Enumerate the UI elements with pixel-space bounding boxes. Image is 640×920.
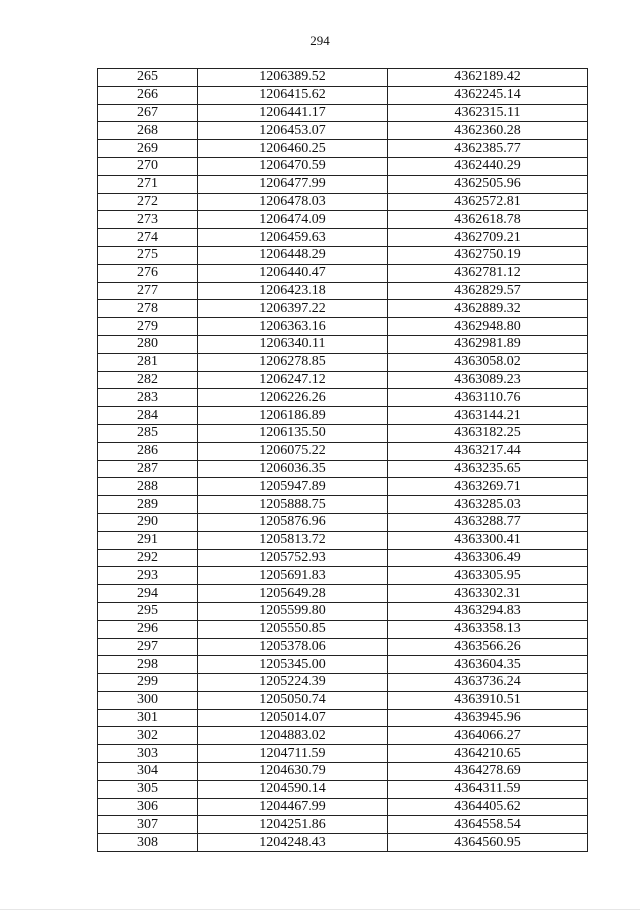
point-number-cell: 266 <box>98 86 198 104</box>
x-coordinate-cell: 1205888.75 <box>198 496 388 514</box>
point-number-cell: 287 <box>98 460 198 478</box>
table-row <box>98 211 588 229</box>
y-coordinate-cell: 4363285.03 <box>388 496 588 514</box>
y-coordinate-cell: 4362981.89 <box>388 335 588 353</box>
point-number-cell: 284 <box>98 407 198 425</box>
y-coordinate-cell: 4362829.57 <box>388 282 588 300</box>
x-coordinate-cell: 1205752.93 <box>198 549 388 567</box>
y-coordinate-cell: 4363566.26 <box>388 638 588 656</box>
table-row <box>98 567 588 585</box>
table-row <box>98 709 588 727</box>
x-coordinate-cell: 1206363.16 <box>198 318 388 336</box>
y-coordinate-cell: 4363110.76 <box>388 389 588 407</box>
x-coordinate-cell: 1205014.07 <box>198 709 388 727</box>
table-row <box>98 727 588 745</box>
x-coordinate-cell: 1205224.39 <box>198 674 388 692</box>
point-number-cell: 280 <box>98 335 198 353</box>
y-coordinate-cell: 4363736.24 <box>388 674 588 692</box>
point-number-cell: 303 <box>98 745 198 763</box>
x-coordinate-cell: 1205378.06 <box>198 638 388 656</box>
point-number-cell: 277 <box>98 282 198 300</box>
point-number-cell: 288 <box>98 478 198 496</box>
table-row <box>98 318 588 336</box>
x-coordinate-cell: 1206440.47 <box>198 264 388 282</box>
table-row <box>98 86 588 104</box>
y-coordinate-cell: 4363288.77 <box>388 513 588 531</box>
x-coordinate-cell: 1206478.03 <box>198 193 388 211</box>
x-coordinate-cell: 1204251.86 <box>198 816 388 834</box>
point-number-cell: 281 <box>98 353 198 371</box>
point-number-cell: 270 <box>98 157 198 175</box>
point-number-cell: 295 <box>98 602 198 620</box>
point-number-cell: 283 <box>98 389 198 407</box>
x-coordinate-cell: 1206470.59 <box>198 157 388 175</box>
point-number-cell: 269 <box>98 140 198 158</box>
y-coordinate-cell: 4362440.29 <box>388 157 588 175</box>
y-coordinate-cell: 4364210.65 <box>388 745 588 763</box>
x-coordinate-cell: 1204630.79 <box>198 763 388 781</box>
y-coordinate-cell: 4363302.31 <box>388 585 588 603</box>
table-row <box>98 104 588 122</box>
x-coordinate-cell: 1206186.89 <box>198 407 388 425</box>
point-number-cell: 302 <box>98 727 198 745</box>
table-row <box>98 193 588 211</box>
y-coordinate-cell: 4364560.95 <box>388 834 588 852</box>
point-number-cell: 272 <box>98 193 198 211</box>
table-row <box>98 620 588 638</box>
table-row <box>98 389 588 407</box>
point-number-cell: 271 <box>98 175 198 193</box>
y-coordinate-cell: 4363300.41 <box>388 531 588 549</box>
y-coordinate-cell: 4362750.19 <box>388 246 588 264</box>
point-number-cell: 274 <box>98 229 198 247</box>
x-coordinate-cell: 1206477.99 <box>198 175 388 193</box>
x-coordinate-cell: 1206415.62 <box>198 86 388 104</box>
y-coordinate-cell: 4363089.23 <box>388 371 588 389</box>
table-row <box>98 282 588 300</box>
point-number-cell: 306 <box>98 798 198 816</box>
point-number-cell: 304 <box>98 763 198 781</box>
point-number-cell: 286 <box>98 442 198 460</box>
x-coordinate-cell: 1205876.96 <box>198 513 388 531</box>
table-row <box>98 157 588 175</box>
point-number-cell: 290 <box>98 513 198 531</box>
y-coordinate-cell: 4364405.62 <box>388 798 588 816</box>
y-coordinate-cell: 4364558.54 <box>388 816 588 834</box>
x-coordinate-cell: 1206389.52 <box>198 69 388 87</box>
table-row <box>98 798 588 816</box>
point-number-cell: 301 <box>98 709 198 727</box>
table-row <box>98 531 588 549</box>
x-coordinate-cell: 1206453.07 <box>198 122 388 140</box>
y-coordinate-cell: 4363604.35 <box>388 656 588 674</box>
x-coordinate-cell: 1206226.26 <box>198 389 388 407</box>
y-coordinate-cell: 4363058.02 <box>388 353 588 371</box>
table-row <box>98 175 588 193</box>
table-row <box>98 460 588 478</box>
table-row <box>98 442 588 460</box>
x-coordinate-cell: 1205649.28 <box>198 585 388 603</box>
y-coordinate-cell: 4364278.69 <box>388 763 588 781</box>
point-number-cell: 279 <box>98 318 198 336</box>
table-row <box>98 496 588 514</box>
x-coordinate-cell: 1205947.89 <box>198 478 388 496</box>
x-coordinate-cell: 1204467.99 <box>198 798 388 816</box>
x-coordinate-cell: 1206441.17 <box>198 104 388 122</box>
x-coordinate-cell: 1206340.11 <box>198 335 388 353</box>
y-coordinate-cell: 4362618.78 <box>388 211 588 229</box>
table-row <box>98 763 588 781</box>
point-number-cell: 282 <box>98 371 198 389</box>
x-coordinate-cell: 1204590.14 <box>198 780 388 798</box>
y-coordinate-cell: 4363182.25 <box>388 424 588 442</box>
y-coordinate-cell: 4362505.96 <box>388 175 588 193</box>
x-coordinate-cell: 1206459.63 <box>198 229 388 247</box>
table-row <box>98 69 588 87</box>
y-coordinate-cell: 4363910.51 <box>388 691 588 709</box>
point-number-cell: 268 <box>98 122 198 140</box>
point-number-cell: 285 <box>98 424 198 442</box>
y-coordinate-cell: 4363306.49 <box>388 549 588 567</box>
table-row <box>98 834 588 852</box>
table-row <box>98 638 588 656</box>
y-coordinate-cell: 4363305.95 <box>388 567 588 585</box>
x-coordinate-cell: 1205813.72 <box>198 531 388 549</box>
point-number-cell: 300 <box>98 691 198 709</box>
point-number-cell: 299 <box>98 674 198 692</box>
table-row <box>98 407 588 425</box>
point-number-cell: 307 <box>98 816 198 834</box>
y-coordinate-cell: 4363945.96 <box>388 709 588 727</box>
point-number-cell: 305 <box>98 780 198 798</box>
x-coordinate-cell: 1206474.09 <box>198 211 388 229</box>
x-coordinate-cell: 1205691.83 <box>198 567 388 585</box>
y-coordinate-cell: 4362245.14 <box>388 86 588 104</box>
table-row <box>98 300 588 318</box>
y-coordinate-cell: 4364066.27 <box>388 727 588 745</box>
table-row <box>98 585 588 603</box>
table-row <box>98 353 588 371</box>
y-coordinate-cell: 4363144.21 <box>388 407 588 425</box>
point-number-cell: 292 <box>98 549 198 567</box>
table-row <box>98 602 588 620</box>
x-coordinate-cell: 1206397.22 <box>198 300 388 318</box>
y-coordinate-cell: 4362315.11 <box>388 104 588 122</box>
table-row <box>98 140 588 158</box>
point-number-cell: 289 <box>98 496 198 514</box>
point-number-cell: 294 <box>98 585 198 603</box>
y-coordinate-cell: 4362948.80 <box>388 318 588 336</box>
table-row <box>98 745 588 763</box>
table-row <box>98 691 588 709</box>
y-coordinate-cell: 4363269.71 <box>388 478 588 496</box>
x-coordinate-cell: 1205599.80 <box>198 602 388 620</box>
coordinates-table-body <box>98 69 588 852</box>
point-number-cell: 291 <box>98 531 198 549</box>
table-row <box>98 549 588 567</box>
y-coordinate-cell: 4362385.77 <box>388 140 588 158</box>
page-bottom-rule <box>0 909 640 910</box>
x-coordinate-cell: 1206036.35 <box>198 460 388 478</box>
table-row <box>98 513 588 531</box>
point-number-cell: 275 <box>98 246 198 264</box>
point-number-cell: 278 <box>98 300 198 318</box>
table-row <box>98 264 588 282</box>
y-coordinate-cell: 4362189.42 <box>388 69 588 87</box>
table-row <box>98 478 588 496</box>
point-number-cell: 296 <box>98 620 198 638</box>
x-coordinate-cell: 1205050.74 <box>198 691 388 709</box>
table-row <box>98 371 588 389</box>
table-row <box>98 674 588 692</box>
table-row <box>98 780 588 798</box>
point-number-cell: 267 <box>98 104 198 122</box>
x-coordinate-cell: 1204711.59 <box>198 745 388 763</box>
y-coordinate-cell: 4362709.21 <box>388 229 588 247</box>
y-coordinate-cell: 4363217.44 <box>388 442 588 460</box>
table-row <box>98 122 588 140</box>
y-coordinate-cell: 4364311.59 <box>388 780 588 798</box>
coordinates-table <box>97 68 588 852</box>
point-number-cell: 297 <box>98 638 198 656</box>
table-row <box>98 424 588 442</box>
point-number-cell: 273 <box>98 211 198 229</box>
x-coordinate-cell: 1206075.22 <box>198 442 388 460</box>
y-coordinate-cell: 4363235.65 <box>388 460 588 478</box>
x-coordinate-cell: 1204248.43 <box>198 834 388 852</box>
table-row <box>98 246 588 264</box>
y-coordinate-cell: 4363294.83 <box>388 602 588 620</box>
point-number-cell: 308 <box>98 834 198 852</box>
point-number-cell: 293 <box>98 567 198 585</box>
point-number-cell: 298 <box>98 656 198 674</box>
y-coordinate-cell: 4362360.28 <box>388 122 588 140</box>
y-coordinate-cell: 4362781.12 <box>388 264 588 282</box>
x-coordinate-cell: 1206423.18 <box>198 282 388 300</box>
table-row <box>98 816 588 834</box>
x-coordinate-cell: 1205550.85 <box>198 620 388 638</box>
table-row <box>98 335 588 353</box>
y-coordinate-cell: 4362572.81 <box>388 193 588 211</box>
x-coordinate-cell: 1206135.50 <box>198 424 388 442</box>
page-number: 294 <box>310 33 330 48</box>
y-coordinate-cell: 4363358.13 <box>388 620 588 638</box>
x-coordinate-cell: 1206448.29 <box>198 246 388 264</box>
point-number-cell: 265 <box>98 69 198 87</box>
x-coordinate-cell: 1204883.02 <box>198 727 388 745</box>
table-row <box>98 656 588 674</box>
x-coordinate-cell: 1206247.12 <box>198 371 388 389</box>
x-coordinate-cell: 1206460.25 <box>198 140 388 158</box>
x-coordinate-cell: 1205345.00 <box>198 656 388 674</box>
point-number-cell: 276 <box>98 264 198 282</box>
x-coordinate-cell: 1206278.85 <box>198 353 388 371</box>
table-row <box>98 229 588 247</box>
y-coordinate-cell: 4362889.32 <box>388 300 588 318</box>
